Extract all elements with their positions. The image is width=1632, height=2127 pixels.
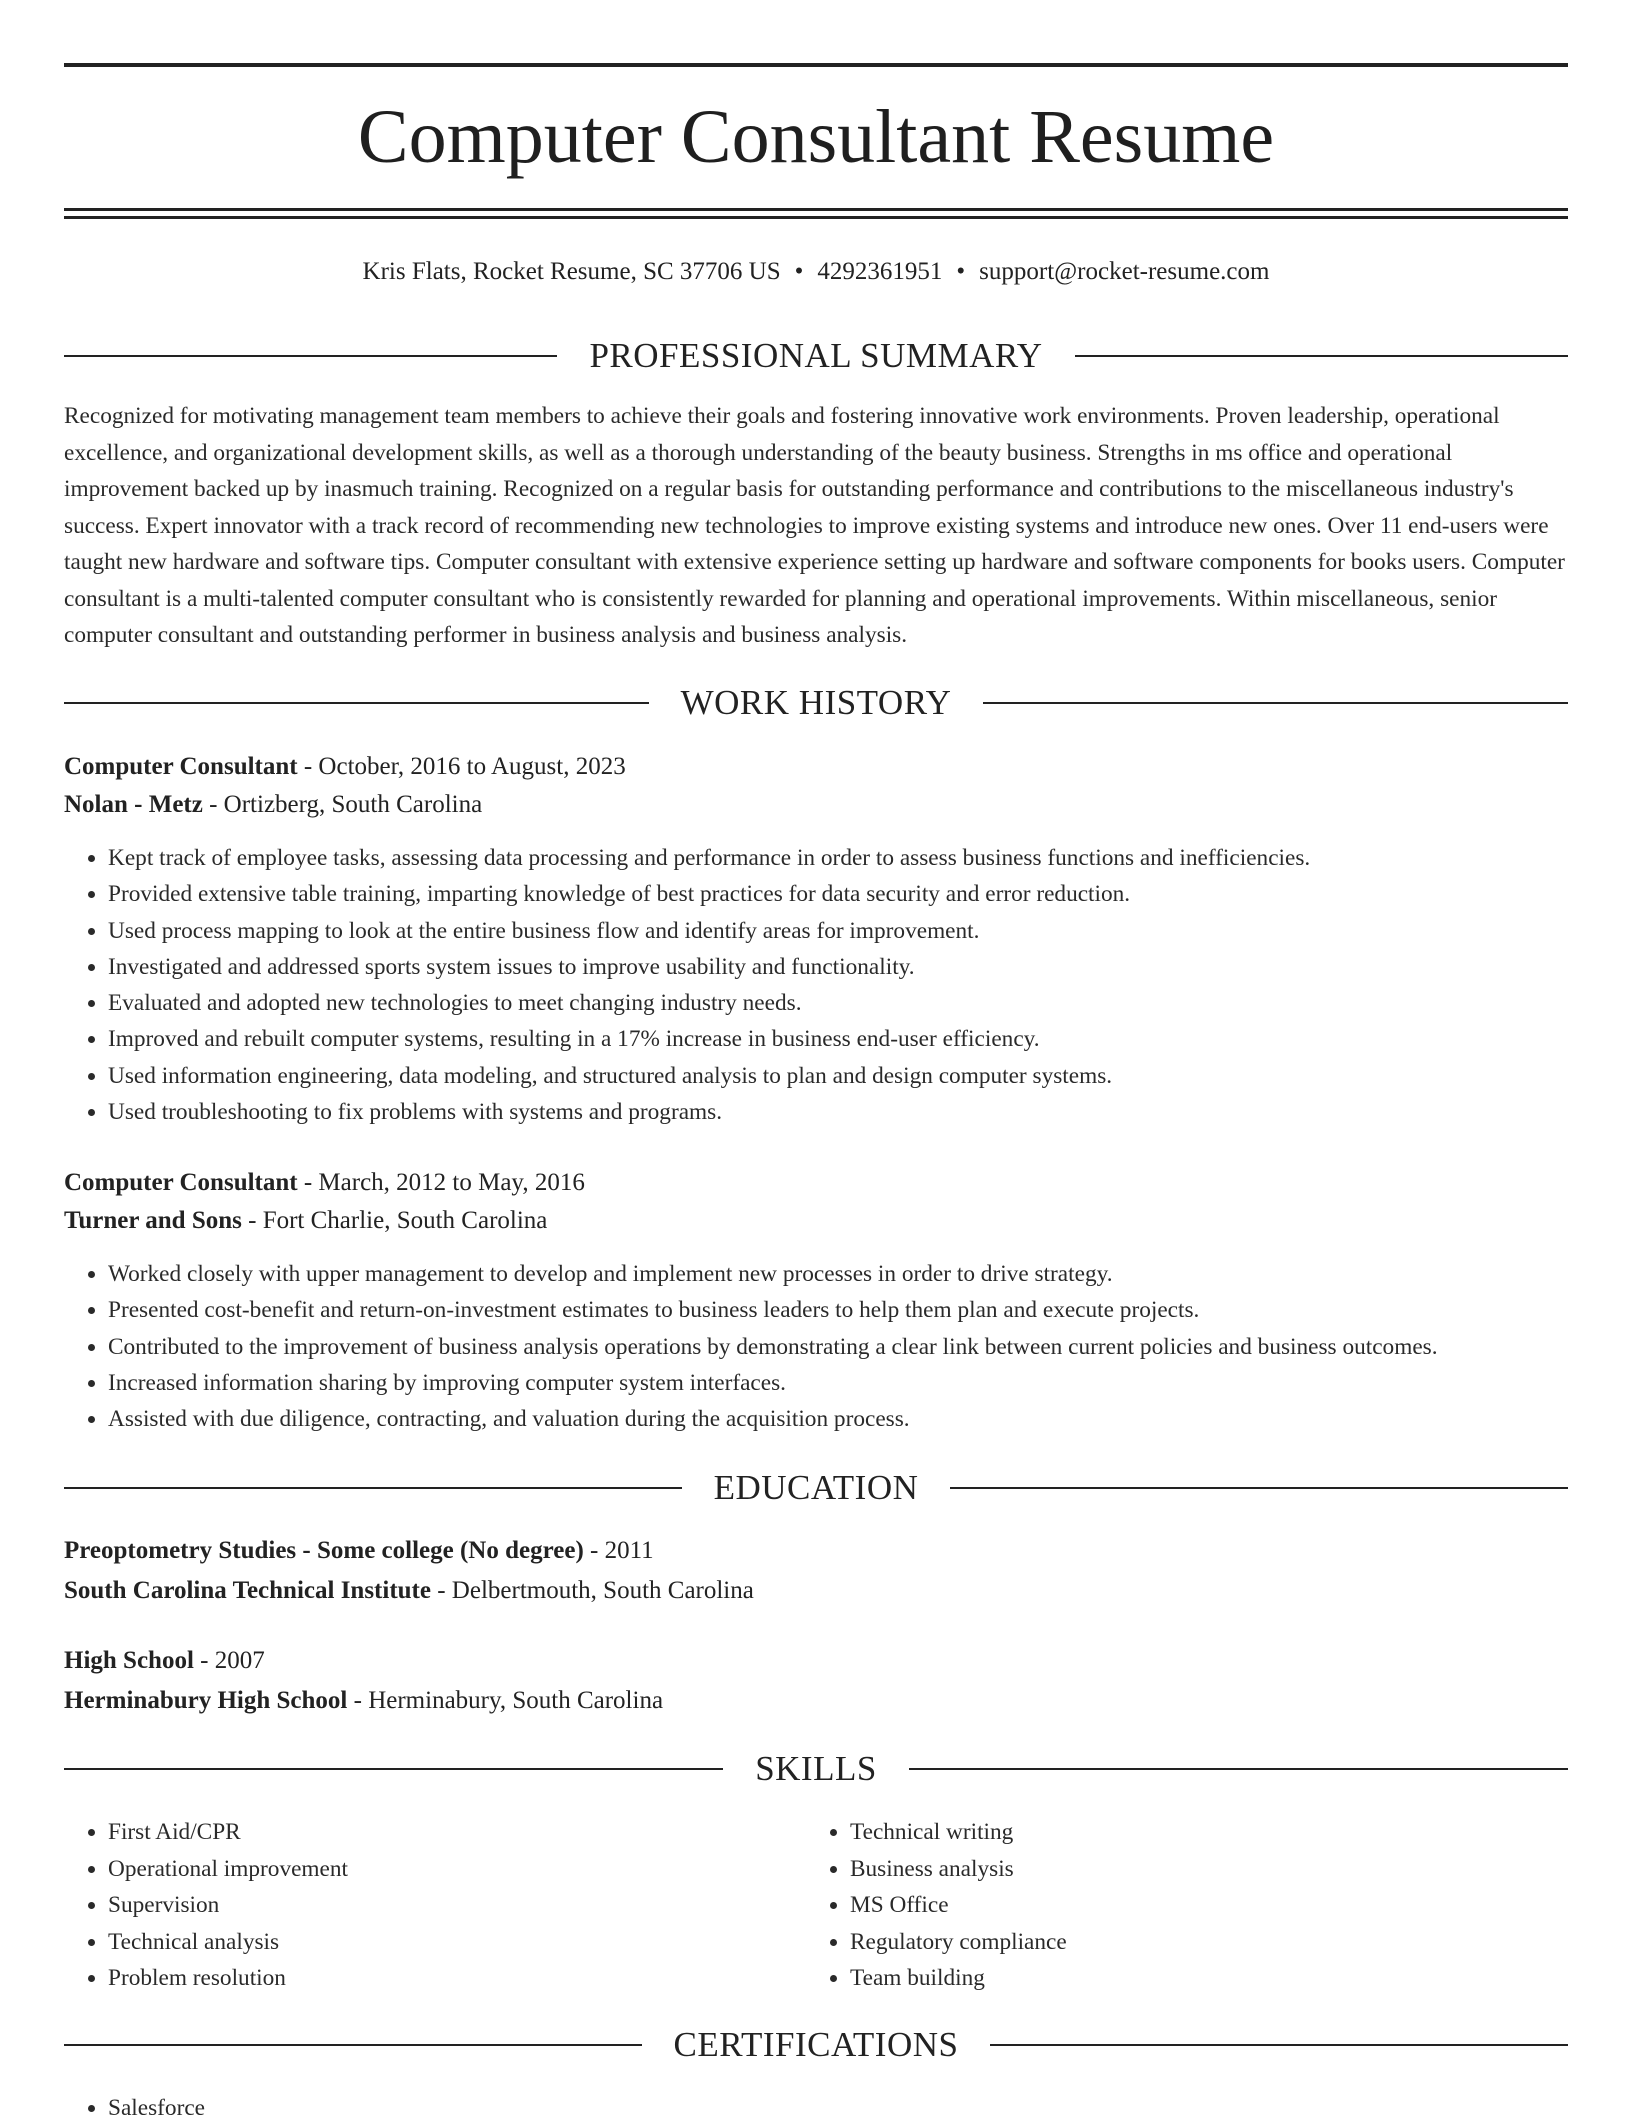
job-2-title-line — [64, 1166, 1568, 1200]
contact-separator: • — [956, 258, 966, 285]
section-rule-right — [1075, 355, 1568, 357]
list-item: • Problem resolution — [108, 1960, 808, 1997]
section-header-certifications — [64, 2025, 1568, 2065]
skills-list-left — [64, 1814, 808, 1997]
job-2-bullets — [64, 1256, 1568, 1437]
contact-separator: • — [794, 258, 804, 285]
certifications-list — [64, 2090, 808, 2127]
list-item: • Provided extensive table training, imparting knowledge of best practices for data security and error reduction. — [108, 876, 1568, 912]
list-item: • Presented cost-benefit and return-on-investment estimates to business leaders to help them plan and execute projects. — [108, 1292, 1568, 1328]
job-1-bullets — [64, 840, 1568, 1130]
section-title-summary: PROFESSIONAL SUMMARY — [589, 336, 1043, 375]
section-rule-left — [64, 702, 649, 704]
section-header-skills — [64, 1749, 1568, 1789]
education-2-degree-line — [64, 1644, 1568, 1678]
section-header-work — [64, 683, 1568, 723]
list-item: • Used process mapping to look at the entire business flow and identify areas for improvement. — [108, 913, 1568, 949]
section-rule-left — [64, 355, 557, 357]
education-2-year: - 2007 — [193, 1647, 265, 1674]
list-item: • MS Office — [850, 1887, 1550, 1924]
section-title-skills: SKILLS — [755, 1749, 877, 1788]
top-rule — [64, 63, 1568, 67]
section-rule-left — [64, 1487, 682, 1489]
list-item: • Operational improvement — [108, 1851, 808, 1888]
section-rule-left — [64, 1768, 723, 1770]
list-item: • Evaluated and adopted new technologies to meet changing industry needs. — [108, 985, 1568, 1021]
skills-list-right — [806, 1814, 1550, 1997]
job-1-title: Computer Consultant — [64, 753, 298, 780]
section-header-summary — [64, 336, 1568, 376]
list-item: • Salesforce — [108, 2090, 808, 2127]
list-item: • Technical analysis — [108, 1924, 808, 1961]
summary-paragraph: Recognized for motivating management team members to achieve their goals and fostering innovative work environments. Proven leadership, operational excellence, and organizational development skills, as well as a thorough understanding of the beauty business. Strengths in ms office and operational improvement backed up by inasmuch training. Recognized on a regular basis for outstanding performance and contributions to the miscellaneous industry's success. Expert innovator with a track record of recommending new technologies to improve existing systems and introduce new ones. Over 11 end-users were taught new hardware and software tips. Computer consultant with extensive experience setting up hardware and software components for books users. Computer consultant is a multi-talented computer consultant who is consistently rewarded for planning and operational improvements. Within miscellaneous, senior computer consultant and outstanding performer in business analysis and business analysis. — [64, 403, 1565, 648]
education-2-degree: High School — [64, 1647, 194, 1674]
list-item: • Supervision — [108, 1887, 808, 1924]
section-title-work: WORK HISTORY — [680, 683, 952, 722]
list-item: • First Aid/CPR — [108, 1814, 808, 1851]
list-item: • Worked closely with upper management to develop and implement new processes in order to drive strategy. — [108, 1256, 1568, 1292]
list-item: • Kept track of employee tasks, assessing data processing and performance in order to assess business functions and inefficiencies. — [108, 840, 1568, 876]
job-1-company: Nolan - Metz — [64, 791, 203, 818]
list-item: • Regulatory compliance — [850, 1924, 1550, 1961]
list-item: • Team building — [850, 1960, 1550, 1997]
list-item: • Improved and rebuilt computer systems, resulting in a 17% increase in business end-user efficiency. — [108, 1021, 1568, 1057]
list-item: • Technical writing — [850, 1814, 1550, 1851]
job-2-location: - Fort Charlie, South Carolina — [241, 1207, 548, 1234]
section-rule-right — [909, 1768, 1568, 1770]
education-2-location: - Herminabury, South Carolina — [347, 1687, 664, 1714]
education-1-degree-line — [64, 1534, 1568, 1568]
education-1-degree: Preoptometry Studies - Some college (No degree) — [64, 1537, 584, 1564]
section-rule-left — [64, 2044, 642, 2046]
resume-title: Computer Consultant Resume — [357, 95, 1275, 179]
title-rule-lower — [64, 216, 1568, 219]
list-item: • Increased information sharing by improving computer system interfaces. — [108, 1365, 1568, 1401]
education-1-year: - 2011 — [583, 1537, 654, 1564]
list-item: • Used information engineering, data modeling, and structured analysis to plan and design computer systems. — [108, 1058, 1568, 1094]
list-item: • Business analysis — [850, 1851, 1550, 1888]
job-1-location: - Ortizberg, South Carolina — [202, 791, 483, 818]
job-1-dates: - October, 2016 to August, 2023 — [297, 753, 626, 780]
education-1-location: - Delbertmouth, South Carolina — [430, 1577, 754, 1604]
contact-address: Kris Flats, Rocket Resume, SC 37706 US — [362, 258, 781, 285]
contact-email[interactable]: support@rocket-resume.com — [979, 258, 1270, 285]
job-2-company-line — [64, 1204, 1568, 1238]
title-rule-upper — [64, 208, 1568, 211]
job-1-company-line — [64, 788, 1568, 822]
section-rule-right — [990, 2044, 1568, 2046]
job-1-title-line — [64, 750, 1568, 784]
section-title-certifications: CERTIFICATIONS — [673, 2025, 959, 2064]
list-item: • Assisted with due diligence, contracting, and valuation during the acquisition process. — [108, 1401, 1568, 1437]
contact-phone: 4292361951 — [817, 258, 943, 285]
section-rule-right — [950, 1487, 1568, 1489]
education-2-school: Herminabury High School — [64, 1687, 348, 1714]
contact-line — [64, 256, 1568, 288]
job-2-dates: - March, 2012 to May, 2016 — [297, 1169, 585, 1196]
job-2-company: Turner and Sons — [64, 1207, 242, 1234]
section-title-education: EDUCATION — [713, 1468, 919, 1507]
job-2-title: Computer Consultant — [64, 1169, 298, 1196]
section-header-education — [64, 1468, 1568, 1508]
education-1-school-line — [64, 1574, 1568, 1608]
section-rule-right — [983, 702, 1568, 704]
list-item: • Contributed to the improvement of business analysis operations by demonstrating a clear link between current policies and business outcomes. — [108, 1329, 1568, 1365]
education-2-school-line — [64, 1684, 1568, 1718]
list-item: • Used troubleshooting to fix problems with systems and programs. — [108, 1094, 1568, 1130]
list-item: • Investigated and addressed sports system issues to improve usability and functionality. — [108, 949, 1568, 985]
education-1-school: South Carolina Technical Institute — [64, 1577, 431, 1604]
